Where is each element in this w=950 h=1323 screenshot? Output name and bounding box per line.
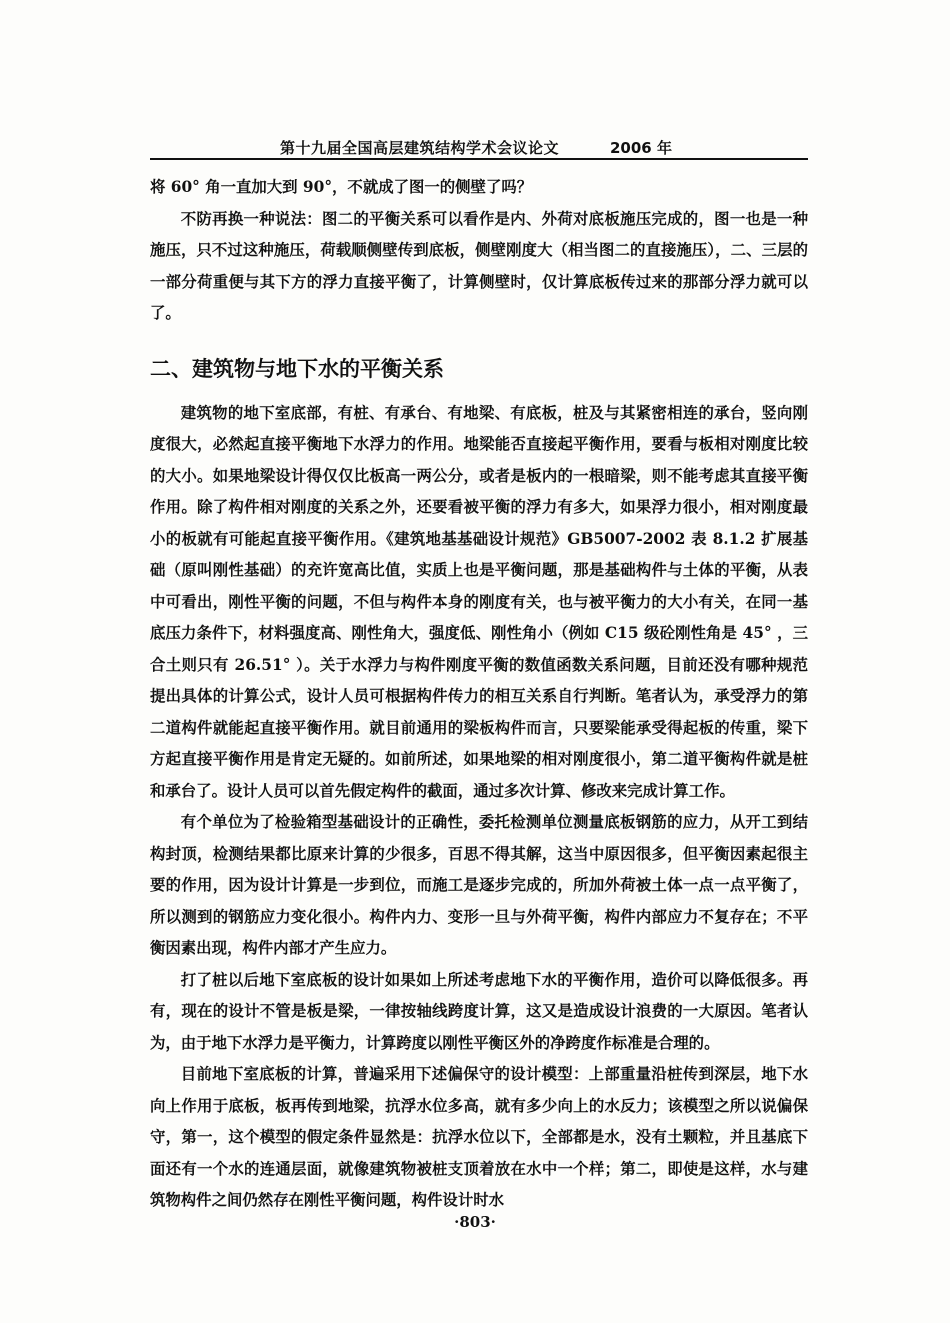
section-heading: 二、建筑物与地下水的平衡关系: [150, 356, 444, 381]
header-year: 2006 年: [610, 139, 672, 157]
running-header: [150, 137, 808, 163]
paragraph: 有个单位为了检验箱型基础设计的正确性，委托检测单位测量底板钢筋的应力，从开工到结构封顶，检测结果都比原来计算的少很多，百思不得其解，这当中原因很多，但平衡因素起很主要的作用，因为设计计算是一步到位，而施工是逐步完成的，所加外荷被土体一点一点平衡了，所以测到的钢筋应力变化很小。构件内力、变形一旦与外荷平衡，构件内部应力不复存在；不平衡因素出现，构件内部才产生应力。: [150, 813, 808, 957]
paragraph: 目前地下室底板的计算，普遍采用下述偏保守的设计模型：上部重量沿桩传到深层，地下水向上作用于底板，板再传到地梁，抗浮水位多高，就有多少向上的水反力；该模型之所以说偏保守，第一，这个模型的假定条件显然是：抗浮水位以下，全部都是水，没有土颗粒，并且基底下面还有一个水的连通层面，就像建筑物被桩支顶着放在水中一个样；第二，即使是这样，水与建筑物构件之间仍然存在刚性平衡问题，构件设计时水: [150, 1065, 808, 1209]
paragraph: 不防再换一种说法：图二的平衡关系可以看作是内、外荷对底板施压完成的，图一也是一种施压，只不过这种施压，荷载顺侧壁传到底板，侧壁刚度大（相当图二的直接施压），二、三层的一部分荷重便与其下方的浮力直接平衡了，计算侧壁时，仅计算底板传过来的那部分浮力就可以了。: [150, 209, 808, 322]
paragraph: 将 60° 角一直加大到 90°，不就成了图一的侧壁了吗？: [150, 178, 533, 196]
paragraph: 建筑物的地下室底部，有桩、有承台、有地梁、有底板，桩及与其紧密相连的承台，竖向刚度很大，必然起直接平衡地下水浮力的作用。地梁能否直接起平衡作用，要看与板相对刚度比较的大小。如果地梁设计得仅仅比板高一两公分，或者是板内的一根暗梁，则不能考虑其直接平衡作用。除了构件相对刚度的关系之外，还要看被平衡的浮力有多大，如果浮力很小，相对刚度最小的板就有可能起直接平衡作用。《建筑地基基础设计规范》GB5007-2002 表 8.1.2 扩展基础（原叫刚性基础）的充许宽高比值，实质上也是平衡问题，那是基础构件与土体的平衡，从表中可看出，刚性平衡的问题，不但与构件本身的刚度有关，也与被平衡力的大小有关，在同一基底压力条件下，材料强度高、刚性角大，强度低、刚性角小（例如 C15 级砼刚性角是 45° ，三合土则只有 26.51° ）。关于水浮力与构件刚度平衡的数值函数关系问题，目前还没有哪种规范提出具体的计算公式，设计人员可根据构件传力的相互关系自行判断。笔者认为，承受浮力的第二道构件就能起直接平衡作用。就目前通用的梁板构件而言，只要梁能承受得起板的传重，梁下方起直接平衡作用是肯定无疑的。如前所述，如果地梁的相对刚度很小，第二道平衡构件就是桩和承台了。设计人员可以首先假定构件的截面，通过多次计算、修改来完成计算工作。: [150, 403, 808, 800]
header-title: 第十九届全国高层建筑结构学术会议论文: [280, 139, 560, 157]
body-text: [150, 172, 808, 1217]
paragraph: 打了桩以后地下室底板的设计如果如上所述考虑地下水的平衡作用，造价可以降低很多。再有，现在的设计不管是板是梁，一律按轴线跨度计算，这又是造成设计浪费的一大原因。笔者认为，由于地下水浮力是平衡力，计算跨度以刚性平衡区外的净跨度作标准是合理的。: [150, 970, 808, 1052]
header-rule: [150, 158, 808, 160]
page-number: ·803·: [454, 1213, 496, 1231]
